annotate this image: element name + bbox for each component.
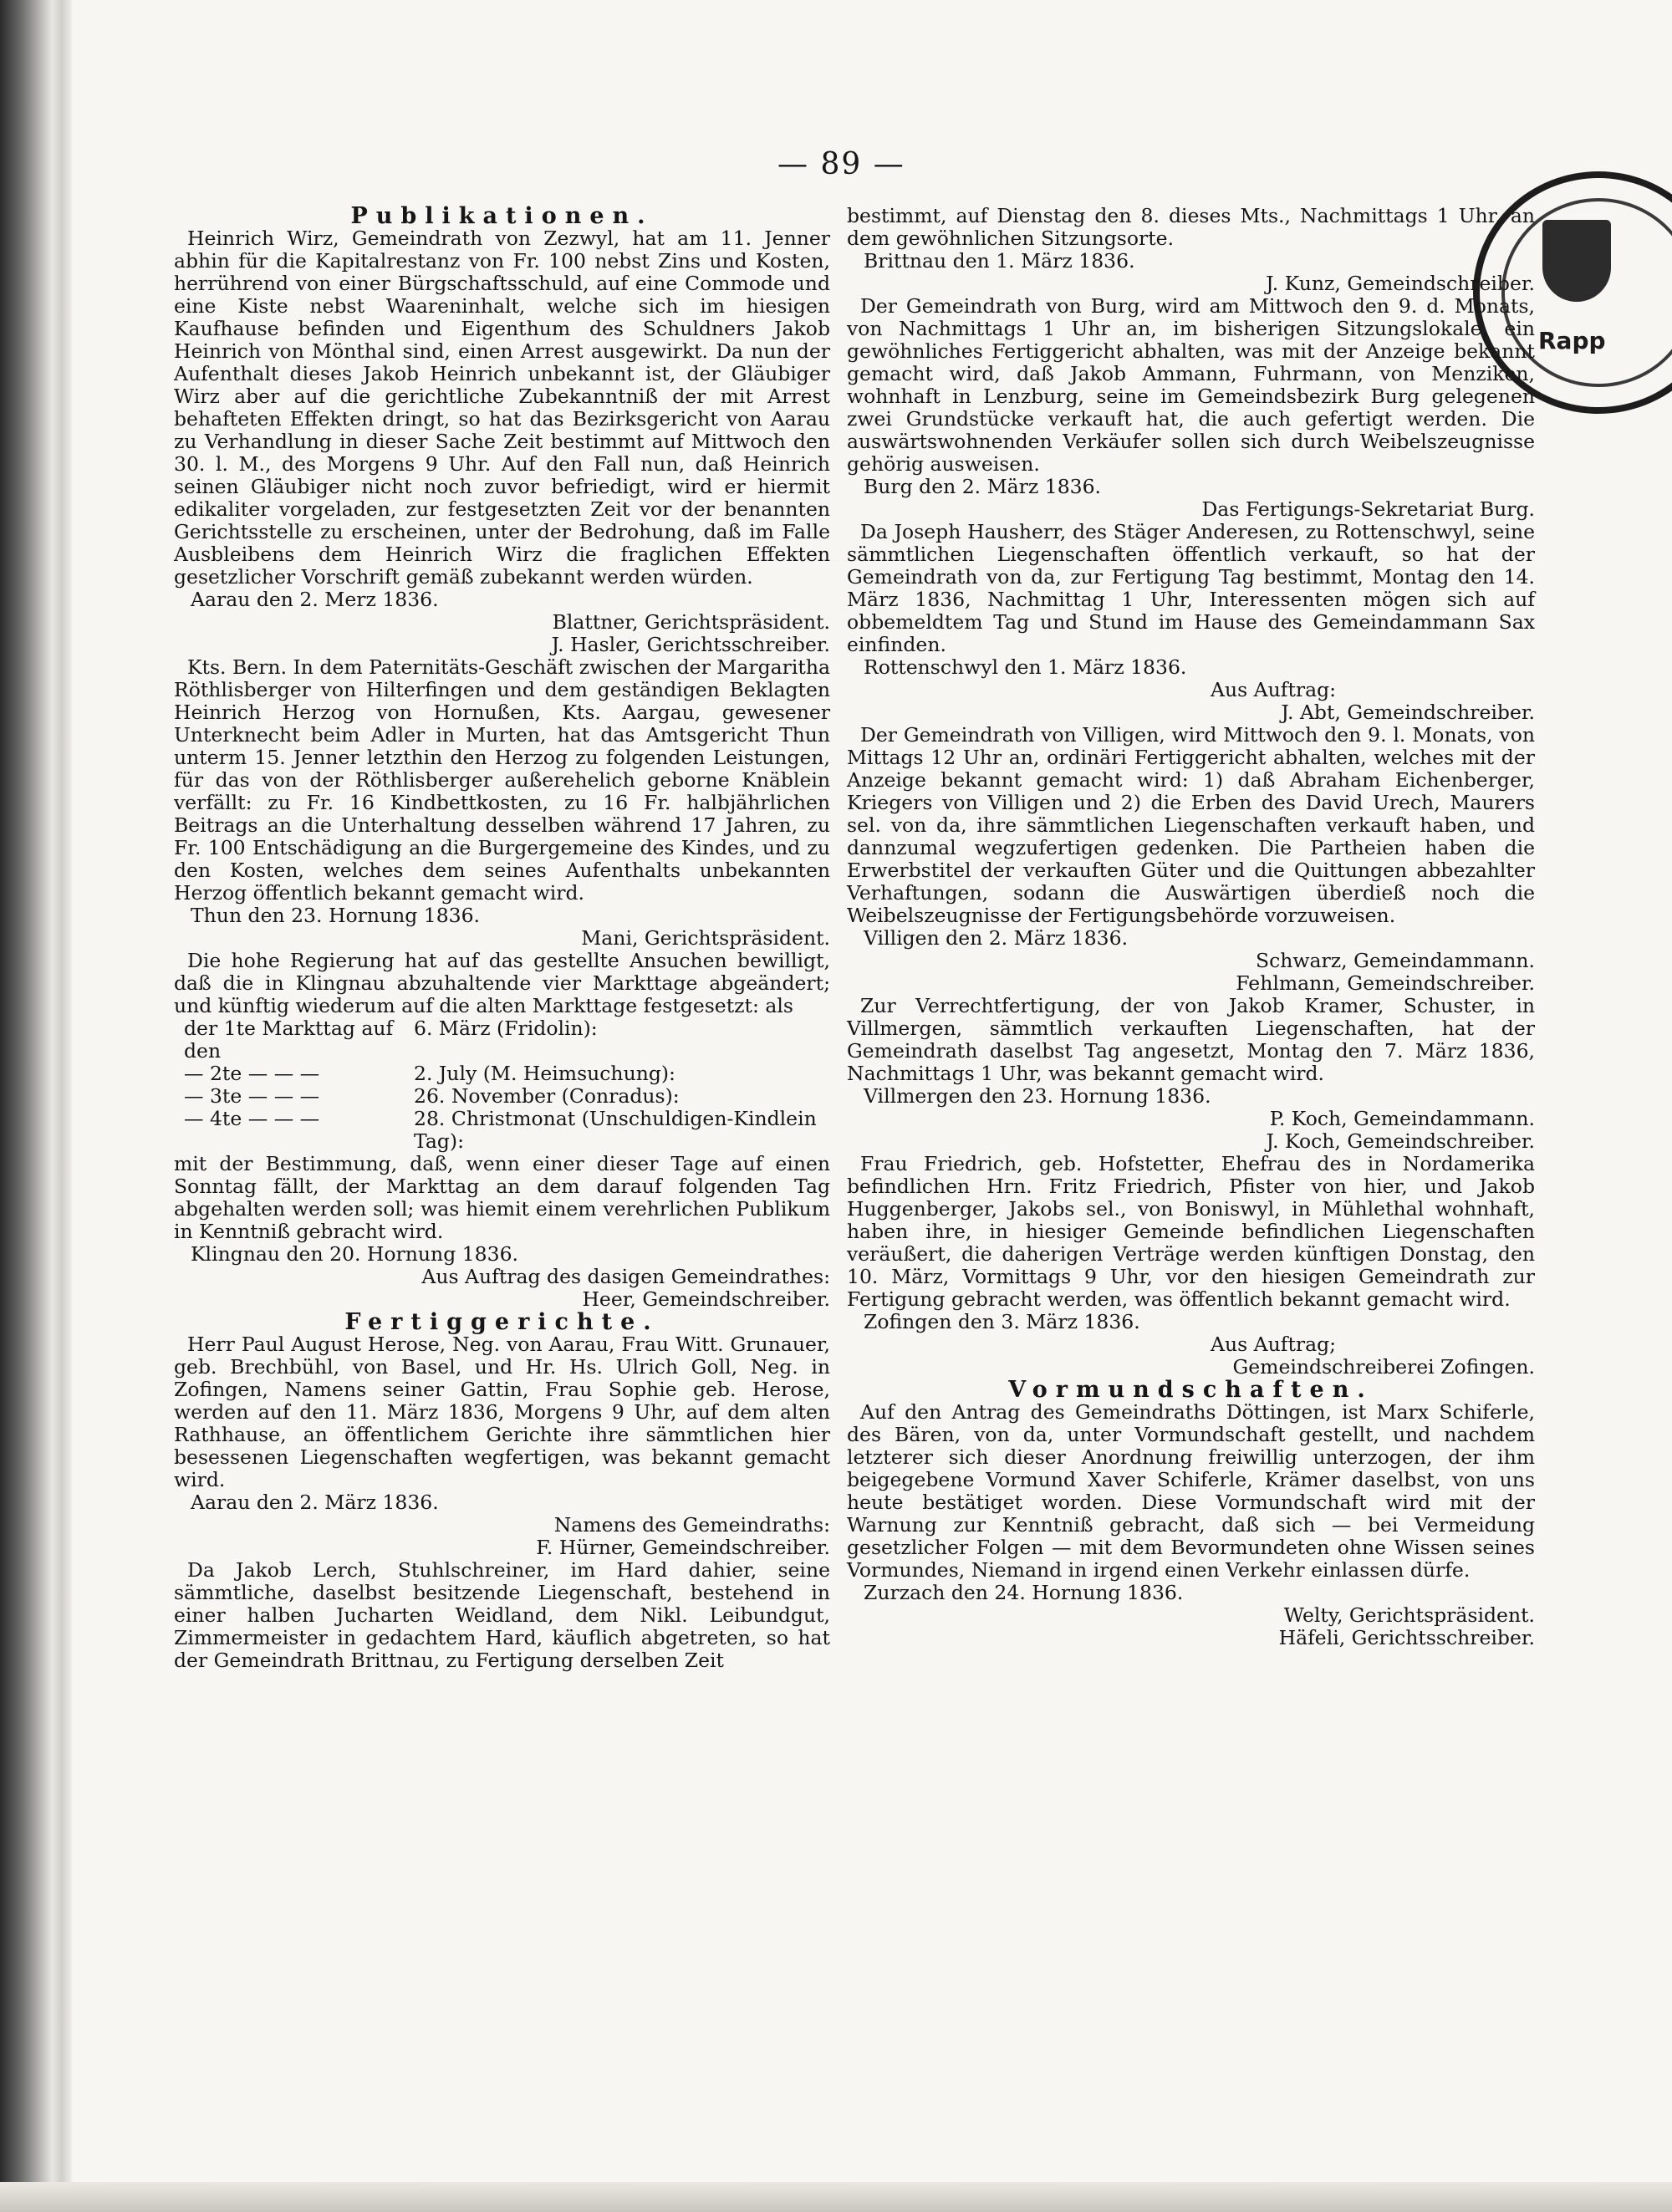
notice-dateline: Rottenschwyl den 1. März 1836. [864, 655, 1187, 679]
notice-signature: Das Fertigungs-Sekretariat Burg. [1201, 497, 1535, 521]
notice-signature: Heer, Gemeindschreiber. [582, 1287, 830, 1311]
market-day-date: 6. März (Fridolin): [414, 1017, 598, 1040]
notice-paragraph: Da Jakob Lerch, Stuhlschreiner, im Hard dahier, seine sämmtliche, daselbst besitzende Liegenschaft, bestehend in einer halben Jucharten Weidland, dem Nikl. Leibundgut, Zimmermeister in gedachtem Hard, käuflich abgetreten, so hat der Gemeindrath Brittnau, zu Fertigung derselben Zeit [174, 1558, 830, 1672]
market-day-ordinal: — 3te — — — [184, 1084, 320, 1108]
notice-signature: F. Hürner, Gemeindschreiber. [536, 1536, 830, 1559]
market-day-date: 2. July (M. Heimsuchung): [414, 1062, 675, 1085]
section-heading: Publikationen. [350, 203, 654, 229]
market-day-ordinal: der 1te Markttag auf den [184, 1017, 394, 1063]
market-day-date: 28. Christmonat (Unschuldigen-Kindlein Tag): [414, 1107, 817, 1153]
notice-dateline: Thun den 23. Hornung 1836. [191, 904, 481, 927]
stamp-shield-icon [1542, 220, 1611, 302]
left-column [174, 205, 830, 1672]
notice-paragraph: Heinrich Wirz, Gemeindrath von Zezwyl, hat am 11. Jenner abhin für die Kapitalrestanz von Fr. 100 nebst Zins und Kosten, herrührend von einer Bürgschaftsschuld, auf eine Commode und eine Kiste nebst Waareninhalt, welche sich im hiesigen Kaufhause befinden und Eigenthum des Schuldners Jakob Heinrich von Mönthal sind, einen Arrest ausgewirkt. Da nun der Aufenthalt dieses Jakob Heinrich unbekannt ist, der Gläubiger Wirz aber auf die gerichtliche Zubekanntniß der mit Arrest behafteten Effekten dringt, so hat das Bezirksgericht von Aarau zu Verhandlung in dieser Sache Zeit bestimmt auf Mittwoch den 30. l. M., des Morgens 9 Uhr. Auf den Fall nun, daß Heinrich seinen Gläubiger nicht noch zuvor befriedigt, wird er hiermit edikaliter vorgeladen, zur festgesetzten Zeit vor der benannten Gerichtsstelle zu erscheinen, unter der Bedrohung, daß im Falle Ausbleibens dem Heinrich Wirz die fraglichen Effekten gesetzlicher Vorschrift gemäß zubekannt werden würden. [174, 227, 830, 589]
page-bottom-edge [0, 2182, 1672, 2212]
notice-signature: Schwarz, Gemeindammann. [1256, 949, 1535, 972]
notice-dateline: Brittnau den 1. März 1836. [864, 249, 1135, 273]
notice-signature: P. Koch, Gemeindammann. [1269, 1107, 1535, 1130]
notice-signature: J. Hasler, Gerichtsschreiber. [551, 633, 830, 656]
notice-signature: Gemeindschreiberei Zofingen. [1232, 1355, 1535, 1379]
notice-dateline: Aarau den 2. März 1836. [191, 1491, 439, 1514]
notice-paragraph: Frau Friedrich, geb. Hofstetter, Ehefrau des in Nordamerika befindlichen Hrn. Fritz Friedrich, Pfister von hier, und Jakob Huggenberger, Jakobs sel., von Boniswyl, in Mühlethal wohnhaft, haben ihre, in hiesiger Gemeinde befindlichen Liegenschaften veräußert, die daherigen Verträge werden künftigen Donstag, den 10. März, Vormittags 9 Uhr, vor den hiesigen Gemeindrath zur Fertigung gebracht werden, was öffentlich bekannt gemacht wird. [847, 1152, 1535, 1311]
notice-dateline: Klingnau den 20. Hornung 1836. [191, 1242, 518, 1266]
notice-paragraph: Die hohe Regierung hat auf das gestellte Ansuchen bewilligt, daß die in Klingnau abzuhaltende vier Markttage abgeändert; und künftig wiederum auf die alten Markttage festgesetzt: als [174, 949, 830, 1017]
notice-continuation: mit der Bestimmung, daß, wenn einer dieser Tage auf einen Sonntag fällt, der Markttag an dem darauf folgenden Tag abgehalten werden soll; was hiemit einem verehrlichen Publikum in Kenntniß gebracht wird. [174, 1152, 830, 1243]
section-heading: Vormundschaften. [1008, 1377, 1374, 1403]
notice-signature-label: Aus Auftrag; [1211, 1333, 1337, 1356]
market-day-row [174, 1063, 830, 1085]
notice-signature: Fehlmann, Gemeindschreiber. [1236, 971, 1535, 995]
notice-signature: J. Kunz, Gemeindschreiber. [1266, 272, 1535, 295]
page-gutter [52, 0, 72, 2212]
notice-dateline: Villmergen den 23. Hornung 1836. [864, 1084, 1211, 1108]
notice-signature: Aus Auftrag des dasigen Gemeindrathes: [421, 1265, 830, 1288]
market-day-row [174, 1017, 830, 1063]
notice-signature: Mani, Gerichtspräsident. [581, 926, 830, 950]
notice-dateline: Villigen den 2. März 1836. [864, 926, 1129, 950]
notice-paragraph: Herr Paul August Herose, Neg. von Aarau, Frau Witt. Grunauer, geb. Brechbühl, von Basel, und Hr. Hs. Ulrich Goll, Neg. in Zofingen, Namens seiner Gattin, Frau Sophie geb. Herose, werden auf den 11. März 1836, Morgens 9 Uhr, auf dem alten Rathhause, an öffentlichem Gerichte ihre sämmtlichen hier besessenen Liegenschaften wegfertigen, was bekannt gemacht wird. [174, 1333, 830, 1491]
notice-dateline: Burg den 2. März 1836. [864, 475, 1102, 498]
market-day-row [174, 1108, 830, 1153]
notice-signature: Häfeli, Gerichtsschreiber. [1278, 1626, 1535, 1649]
section-heading: Fertiggerichte. [344, 1309, 660, 1335]
notice-signature-label: Aus Auftrag: [1211, 678, 1337, 701]
notice-paragraph: Auf den Antrag des Gemeindraths Döttingen, ist Marx Schiferle, des Bären, von da, unter Vormundschaft gestellt, und nachdem letzterer sich dieser Anordnung freiwillig unterzogen, der ihm beigegebene Vormund Xaver Schiferle, Krämer daselbst, von uns heute bestätiget worden. Diese Vormundschaft wird mit der Warnung zur Kenntniß gebracht, daß sich — bei Vermeidung gesetzlicher Folgen — mit dem Bevormundeten ohne Wissen seines Vormundes, Niemand in irgend einen Verkehr einlassen dürfe. [847, 1400, 1535, 1582]
book-spine-shadow [0, 0, 52, 2212]
page-number: — 89 — [777, 147, 905, 181]
notice-signature: Namens des Gemeindraths: [553, 1513, 830, 1537]
notice-signature: J. Koch, Gemeindschreiber. [1266, 1129, 1535, 1153]
notice-paragraph: Da Joseph Hausherr, des Stäger Anderesen, zu Rottenschwyl, seine sämmtlichen Liegenschaften öffentlich verkauft, so hat der Gemeindrath von da, zur Fertigung Tag bestimmt, Montag den 14. März 1836, Nachmittag 1 Uhr, Interessenten mögen sich auf obbemeldtem Tag und Stund im Hause des Gemeindammann Sax einfinden. [847, 520, 1535, 656]
notice-paragraph: Der Gemeindrath von Villigen, wird Mittwoch den 9. l. Monats, von Mittags 12 Uhr an, ordinäri Fertiggericht abhalten, welches mit der Anzeige bekannt gemacht wird: 1) daß Abraham Eichenberger, Kriegers von Villigen und 2) die Erben des David Urech, Maurers sel. von da, ihre sämmtlichen Liegenschaften verkauft haben, und dannzumal wegzufertigen gedenken. Die Partheien haben die Erwerbstitel der verkauften Güter und die Quittungen abbezahlter Verhaftungen, sodann die Auswärtigen überdieß noch die Weibelszeugnisse der Fertigungsbehörde vorzuweisen. [847, 723, 1535, 927]
notice-signature: J. Abt, Gemeindschreiber. [1281, 701, 1535, 724]
notice-dateline: Zurzach den 24. Hornung 1836. [864, 1581, 1184, 1604]
market-day-ordinal: — 4te — — — [184, 1107, 320, 1130]
market-day-date: 26. November (Conradus): [414, 1084, 680, 1108]
notice-paragraph: Kts. Bern. In dem Paternitäts-Geschäft zwischen der Margaritha Röthlisberger von Hilterfingen und dem geständigen Beklagten Heinrich Herzog von Hornußen, Kts. Aargau, gewesener Unterknecht beim Adler in Murten, hat das Amtsgericht Thun unterm 15. Jenner letzthin den Herzog zu folgenden Leistungen, für das von der Röthlisberger außerehelich geborne Knäblein verfällt: zu Fr. 16 Kindbettkosten, zu 16 Fr. halbjährlichen Beitrags an die Unterhaltung desselben während 17 Jahren, zu Fr. 100 Entschädigung an die Burgergemeine des Kindes, und zu den Kosten, welches dem seines Aufenthalts unbekannten Herzog öffentlich bekannt gemacht wird. [174, 655, 830, 905]
right-column [847, 205, 1535, 1649]
notice-signature: Blattner, Gerichtspräsident. [552, 610, 830, 634]
notice-dateline: Aarau den 2. Merz 1836. [191, 588, 439, 611]
market-day-row [174, 1085, 830, 1108]
stamp-text: Rapp [1538, 327, 1606, 354]
market-day-ordinal: — 2te — — — [184, 1062, 320, 1085]
notice-dateline: Zofingen den 3. März 1836. [864, 1310, 1140, 1333]
notice-paragraph: Der Gemeindrath von Burg, wird am Mittwoch den 9. d. Monats, von Nachmittags 1 Uhr an, im bisherigen Sitzungslokale, ein gewöhnliches Fertiggericht abhalten, was mit der Anzeige bekannt gemacht wird, daß Jakob Ammann, Fuhrmann, von Menziken, wohnhaft in Lenzburg, seine im Gemeindsbezirk Burg gelegenen zwei Grundstücke verkauft hat, die auch gefertigt werden. Die auswärtswohnenden Verkäufer sollen sich durch Weibelszeugnisse gehörig ausweisen. [847, 294, 1535, 476]
notice-continuation: bestimmt, auf Dienstag den 8. dieses Mts., Nachmittags 1 Uhr, an dem gewöhnlichen Sitzungsorte. [847, 204, 1535, 250]
notice-paragraph: Zur Verrechtfertigung, der von Jakob Kramer, Schuster, in Villmergen, sämmtlich verkauften Liegenschaften, hat der Gemeindrath daselbst Tag angesetzt, Montag den 7. März 1836, Nachmittags 1 Uhr, was bekannt gemacht wird. [847, 994, 1535, 1085]
notice-signature: Welty, Gerichtspräsident. [1283, 1603, 1535, 1627]
